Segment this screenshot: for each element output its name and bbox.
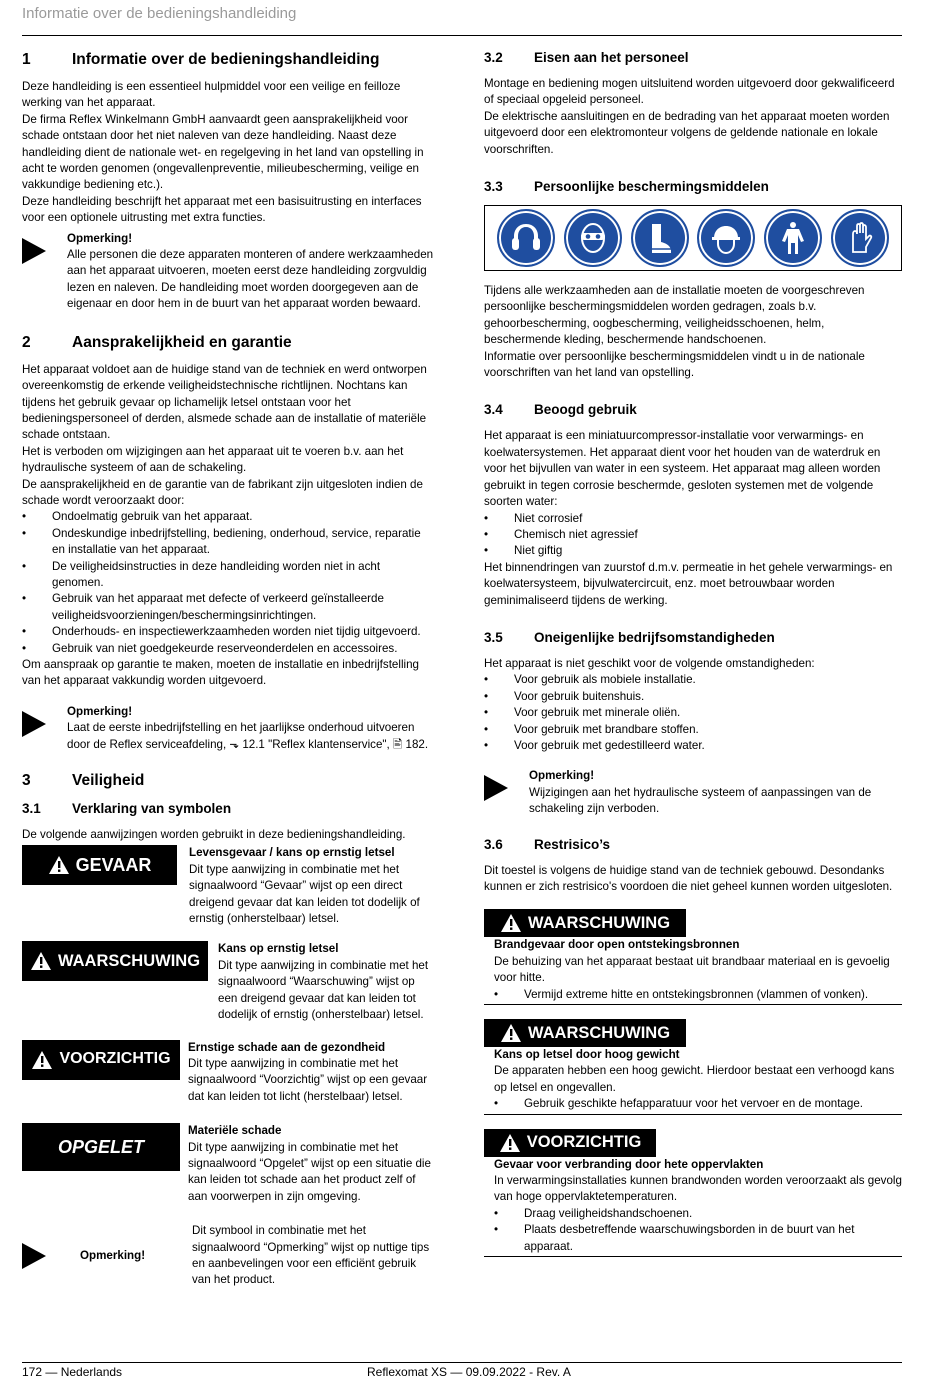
list-item: • Voor gebruik als mobiele installatie. [484, 672, 902, 688]
footer-document-info: Reflexomat XS — 09.09.2022 - Rev. A [367, 1365, 571, 1379]
water-type-list [484, 511, 902, 560]
section-title: Oneigenlijke bedrijfsomstandigheden [534, 629, 775, 645]
section-title: Veiligheid [72, 772, 145, 790]
section-number: 3.3 [484, 179, 503, 195]
running-header: Informatie over de bedieningshandleiding [22, 5, 297, 22]
warning-body [484, 937, 902, 1003]
symbol-description [189, 845, 429, 927]
paragraph: Het apparaat is een miniatuurcompressor-installatie voor verwarmings- en koelwatersystemen. Het apparaat dient voor het houden van de waterdruk en voor het bijvullen van water in een systeem. Het apparaat mag alleen worden gebruikt in tegen corrosie beschermde, gesloten systemen met de volgende soorten water: [484, 429, 881, 509]
section-3-4-heading [484, 401, 902, 419]
warning-title: Gevaar voor verbranding door hete oppervlakten [494, 1157, 764, 1171]
signal-word: GEVAAR [75, 855, 152, 876]
symbol-voorzichtig [22, 1040, 434, 1106]
section-title: Persoonlijke beschermingsmiddelen [534, 179, 769, 195]
warning-text: De behuizing van het apparaat bestaat uit brandbaar materiaal en is gevoelig voor hitte. [494, 954, 890, 985]
warning-body [484, 1047, 902, 1113]
section-title: Verklaring van symbolen [72, 801, 232, 817]
section-title: Informatie over de bedieningshandleiding [72, 51, 380, 68]
warning-list [494, 1206, 902, 1255]
protective-clothing-icon [764, 209, 822, 267]
list-item: • Gebruik van het apparaat met defecte of verkeerd geïnstalleerde veiligheidsvoorzieningen/beschermingsinrichtingen. [22, 591, 434, 624]
warning-block-hot-surface [484, 1129, 902, 1257]
warning-block-weight [484, 1019, 902, 1115]
section-number: 3.2 [484, 50, 503, 65]
note-box [22, 704, 434, 753]
symbol-text: Dit type aanwijzing in combinatie met het signaalwoord “Voorzichtig” wijst op een gevaar dat kan leiden tot licht (herstelbaar) letsel. [188, 1056, 428, 1103]
improper-use-list [484, 672, 902, 754]
signal-label-waarschuwing [22, 941, 208, 981]
signal-label-waarschuwing [484, 1019, 686, 1047]
opmerking-label-block [22, 1223, 190, 1289]
symbol-waarschuwing [22, 941, 434, 1023]
note-box [484, 768, 902, 817]
warning-triangle-icon [48, 855, 70, 875]
symbol-text: Dit symbool in combinatie met het signaalwoord “Opmerking” wijst op nuttige tips en aanbevelingen voor een efficiënt gebruik van het product. [192, 1224, 430, 1287]
warning-block-fire [484, 909, 902, 1005]
gloves-icon [831, 209, 889, 267]
paragraph: Montage en bediening mogen uitsluitend worden uitgevoerd door gekwalificeerd of speciaal opgeleid personeel. [484, 77, 895, 107]
paragraph: Deze handleiding beschrijft het apparaat met een basisuitrusting en interfaces voor een optionele uitrusting met extra functies. [22, 194, 422, 225]
warning-text: De apparaten hebben een hoog gewicht. Hierdoor bestaat een verhoogd kans op letsel en ongevallen. [494, 1064, 895, 1094]
section-3-6-heading [484, 836, 902, 854]
symbol-title: Ernstige schade aan de gezondheid [188, 1040, 386, 1054]
warning-triangle-icon [500, 1023, 522, 1043]
warning-triangle-icon [500, 913, 522, 933]
paragraph: Deze handleiding is een essentieel hulpmiddel voor een veilige en feilloze werking van het apparaat. [22, 80, 401, 110]
symbol-text: Dit type aanwijzing in combinatie met het signaalwoord “Gevaar” wijst op een direct dreigend gevaar dat kan leiden tot dodelijk of ernstig (onherstelbaar) letsel. [189, 862, 420, 926]
signal-label-voorzichtig [484, 1129, 656, 1157]
symbol-title: Kans op ernstig letsel [218, 942, 339, 956]
note-arrow-icon [22, 238, 46, 264]
paragraph: De volgende aanwijzingen worden gebruikt in deze bedieningshandleiding. [22, 828, 406, 842]
paragraph: Het binnendringen van zuurstof d.m.v. permeatie in het gehele verwarmings- en koelwatersysteem, bijvulwatercircuit, enz. moet betrouwbaar worden geminimaliseerd tijdens de werking. [484, 560, 893, 607]
list-item: • Chemisch niet agressief [484, 527, 902, 543]
section-3-3-heading [484, 178, 902, 196]
section-number: 3.4 [484, 402, 503, 418]
warning-title: Brandgevaar door open ontstekingsbronnen [494, 938, 740, 952]
section-3-2-heading [484, 49, 902, 67]
warning-list [494, 987, 902, 1003]
list-item: • De veiligheidsinstructies in deze handleiding worden niet in acht genomen. [22, 559, 434, 592]
section-title: Eisen aan het personeel [534, 50, 689, 65]
signal-word: WAARSCHUWING [527, 1023, 671, 1042]
helmet-icon [697, 209, 755, 267]
section-number: 3.1 [22, 801, 41, 817]
ear-protection-icon [497, 209, 555, 267]
section-2-heading [22, 333, 434, 353]
section-3-heading [22, 771, 434, 791]
symbol-description [188, 1123, 434, 1205]
signal-word: WAARSCHUWING [57, 952, 201, 971]
note-text: Alle personen die deze apparaten monteren of andere werkzaamheden aan het apparaat uitvoeren, moeten eerst deze handleiding zorgvuldig lezen en naleven. De handleiding moet worden doorgegeven aan de eigenaar en door hem in de buurt van het apparaat worden bewaard. [67, 248, 434, 311]
list-item: • Niet corrosief [484, 511, 902, 527]
symbol-text: Dit type aanwijzing in combinatie met het signaalwoord “Opgelet” wijst op een situatie die kan leiden tot schade aan het product zelf of aan voorwerpen in zijn omgeving. [188, 1140, 431, 1203]
section-number: 3 [22, 772, 31, 790]
symbol-opmerking [22, 1223, 434, 1289]
warning-triangle-icon [499, 1133, 521, 1153]
section-title: Beoogd gebruik [534, 402, 637, 418]
signal-label-waarschuwing [484, 909, 686, 937]
paragraph: De aansprakelijkheid en de garantie van de fabrikant zijn uitgesloten indien de schade wordt veroorzaakt door: [22, 477, 423, 507]
ppe-icon-panel [484, 205, 902, 271]
list-item: • Draag veiligheidshandschoenen. [494, 1206, 902, 1222]
section-number: 1 [22, 51, 31, 68]
list-item: • Niet giftig [484, 543, 902, 559]
symbol-text: Dit type aanwijzing in combinatie met het signaalwoord “Waarschuwing” wijst op een dreigend gevaar dat kan leiden tot dodelijk of ernstig (onherstelbaar) letsel. [218, 958, 429, 1022]
paragraph: Informatie over persoonlijke beschermingsmiddelen vindt u in de nationale voorschriften van het land van opstelling. [484, 349, 865, 380]
paragraph: Het is verboden om wijzigingen aan het apparaat uit te voeren b.v. aan het hydraulische systeem of aan de schakeling. [22, 444, 404, 475]
note-arrow-icon [484, 775, 508, 801]
list-item: • Vermijd extreme hitte en ontstekingsbronnen (vlammen of vonken). [494, 987, 902, 1003]
opmerking-label: Opmerking! [80, 1248, 146, 1262]
section-title: Restrisico’s [534, 836, 611, 852]
note-box [22, 231, 434, 313]
warning-body [484, 1157, 902, 1255]
signal-word: VOORZICHTIG [59, 1050, 171, 1068]
note-text: Wijzigingen aan het hydraulische systeem of aanpassingen van de schakeling zijn verboden. [529, 785, 872, 816]
paragraph: De elektrische aansluitingen en de bedrading van het apparaat moeten worden uitgevoerd door een elektromonteur volgens de geldende nationale en lokale voorschriften. [484, 109, 890, 156]
section-3-1-heading [22, 800, 434, 818]
signal-label-voorzichtig [22, 1040, 180, 1080]
list-item: • Ondeskundige inbedrijfstelling, bediening, onderhoud, service, reparatie en installatie van het apparaat. [22, 526, 434, 559]
symbol-description [218, 941, 430, 1023]
list-item: • Onderhouds- en inspectiewerkzaamheden worden niet tijdig uitgevoerd. [22, 624, 434, 640]
paragraph: Het apparaat voldoet aan de huidige stand van de techniek en werd ontworpen overeenkomstig de erkende veiligheidstechnische richtlijnen. Nochtans kan tijdens het gebruik gevaar op lichamelijk letsel ontstaan voor het bedieningspersoneel of derden, alsmede schade aan de installatie of materiële schade ontstaan. [22, 362, 427, 442]
symbol-opgelet [22, 1123, 434, 1205]
note-title: Opmerking! [67, 231, 133, 245]
section-number: 3.5 [484, 629, 503, 645]
paragraph: Om aanspraak op garantie te maken, moeten de installatie en inbedrijfstelling van het apparaat vakkundig worden uitgevoerd. [22, 658, 419, 688]
paragraph: Het apparaat is niet geschikt voor de volgende omstandigheden: [484, 656, 815, 670]
section-1-heading [22, 50, 434, 70]
footer-rule [22, 1362, 902, 1363]
list-item: • Voor gebruik met brandbare stoffen. [484, 722, 902, 738]
signal-label-gevaar [22, 845, 177, 885]
signal-label-opgelet [22, 1123, 180, 1171]
note-title: Opmerking! [529, 769, 595, 783]
warning-title: Kans op letsel door hoog gewicht [494, 1048, 680, 1062]
note-title: Opmerking! [67, 704, 133, 718]
left-column [22, 48, 434, 1289]
safety-shoes-icon [631, 209, 689, 267]
section-number: 2 [22, 333, 31, 351]
list-item: • Gebruik geschikte hefapparatuur voor het vervoer en de montage. [494, 1096, 902, 1112]
section-number: 3.6 [484, 836, 503, 852]
note-arrow-icon [22, 1243, 46, 1269]
signal-word: OPGELET [57, 1136, 144, 1157]
signal-word: WAARSCHUWING [527, 914, 671, 933]
symbol-gevaar [22, 845, 434, 927]
list-item: • Voor gebruik met minerale oliën. [484, 705, 902, 721]
liability-list [22, 509, 434, 657]
symbol-title: Materiële schade [188, 1124, 282, 1138]
note-text: Laat de eerste inbedrijfstelling en het jaarlijkse onderhoud uitvoeren door de Reflex serviceafdeling, ⬎ 12.1 "Reflex klantenservice", 🖹 182. [67, 721, 429, 751]
section-3-5-heading [484, 629, 902, 647]
paragraph: De firma Reflex Winkelmann GmbH aanvaardt geen aansprakelijkheid voor schade ontstaan door het niet naleven van deze handleiding. Naast deze handleiding dient de nationale wet- en regelgeving in het land van opstelling in acht te worden genomen (ongevallenpreventie, milieubescherming, veilige en vakkundige bediening etc.). [22, 112, 424, 192]
warning-list [494, 1096, 902, 1112]
header-rule [22, 35, 902, 36]
list-item: • Voor gebruik met gedestilleerd water. [484, 738, 902, 754]
warning-text: In verwarmingsinstallaties kunnen brandwonden worden veroorzaakt als gevolg van hoge oppervlaktetemperaturen. [494, 1174, 902, 1204]
footer-page-language: 172 — Nederlands [22, 1365, 123, 1379]
list-item: • Voor gebruik buitenshuis. [484, 689, 902, 705]
eye-protection-icon [564, 209, 622, 267]
warning-triangle-icon [31, 1050, 53, 1070]
list-item: • Plaats desbetreffende waarschuwingsborden in de buurt van het apparaat. [494, 1222, 902, 1255]
signal-word: VOORZICHTIG [526, 1133, 642, 1152]
symbol-title: Levensgevaar / kans op ernstig letsel [189, 846, 395, 860]
warning-triangle-icon [30, 951, 52, 971]
list-item: • Ondoelmatig gebruik van het apparaat. [22, 509, 434, 525]
paragraph: Dit toestel is volgens de huidige stand van de techniek gebouwd. Desondanks kunnen er zich restrisico's voordoen die niet geheel kunnen worden uitgesloten. [484, 863, 893, 893]
note-arrow-icon [22, 711, 46, 737]
right-column [484, 48, 902, 1271]
section-title: Aansprakelijkheid en garantie [72, 333, 292, 351]
paragraph: Tijdens alle werkzaamheden aan de installatie moeten de voorgeschreven persoonlijke beschermingsmiddelen worden gedragen, zoals b.v. gehoorbescherming, oogbescherming, veiligheidsschoenen, helm, beschermende kleding, beschermende handschoenen. [484, 284, 865, 347]
symbol-description [188, 1040, 434, 1106]
list-item: • Gebruik van niet goedgekeurde reserveonderdelen en accessoires. [22, 641, 434, 657]
